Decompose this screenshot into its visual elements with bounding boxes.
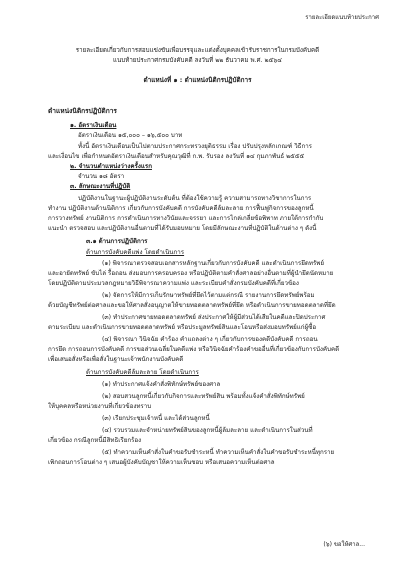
civil-item-3-line-2: ตามระเบียบ และดำเนินการขายทอดตลาดทรัพย์ หรือประมูลทรัพย์สินและโอนหรือส่งมอบทรัพย์แก่ผู้ซื้อ xyxy=(48,324,317,331)
salary-note-line-1: ทั้งนี้ อัตราเงินเดือนเป็นไปตามประกาศกระทรวงยุติธรรม เรื่อง ปรับปรุงหลักเกณฑ์ วิธีการ xyxy=(78,143,312,150)
bankruptcy-item-4-line-2: เกี่ยวข้อง กรณีลูกหนี้มีสิทธิเรียกร้อง xyxy=(48,437,142,444)
civil-enforcement-heading: ด้านการบังคับคดีแพ่ง โดยดำเนินการ xyxy=(86,249,185,256)
bankruptcy-item-4-line-1: (๔) รวบรวมและจำหน่ายทรัพย์สินของลูกหนี้ผู้ล้มละลาย และดำเนินการในส่วนที่ xyxy=(102,427,313,434)
heading-salary: ๑. อัตราเงินเดือน xyxy=(70,122,117,129)
civil-item-4-line-2: การยึด การถอนการบังคับคดี การขอส่วนเฉลี่ยในคดีแพ่ง หรือวินิจฉัยคำร้องคำขออื่นที่เกี่ยวข้องกับการบังคับคดี xyxy=(48,346,340,353)
document-title-line-1: รายละเอียดเกี่ยวกับการสอบแข่งขันเพื่อบรรจุและแต่งตั้งบุคคลเข้ารับราชการในกรมบังคับคดี xyxy=(75,47,320,54)
vacancy-count: จำนวน ๑๘ อัตรา xyxy=(78,173,125,180)
civil-item-2-line-1: (๒) จัดการให้มีการเก็บรักษาทรัพย์ที่ยึดไว้ตามแต่กรณี รายงานการยึดทรัพย์พร้อม xyxy=(102,292,315,299)
bankruptcy-heading: ด้านการบังคับคดีล้มละลาย โดยดำเนินการ xyxy=(86,369,199,376)
salary-note-line-2: และเงื่อนไข เพื่อกำหนดอัตราเงินเดือนสำหรับคุณวุฒิที่ ก.พ. รับรอง ลงวันที่ ๑๔ กุมภาพันธ์ ๒๕๕๕ xyxy=(48,153,305,160)
duty-line-4: แนะนำ ตรวจสอบ และปฏิบัติงานอื่นตามที่ได้รับมอบหมาย โดยมีลักษณะงานที่ปฏิบัติในด้านต่าง ๆ ดังนี้ xyxy=(48,225,317,232)
civil-item-4-line-3: เพื่อเสนอสั่งหรือเพื่อสั่งในฐานะเจ้าพนักงานบังคับคดี xyxy=(48,356,184,363)
civil-item-1-line-1: (๑) พิจารณาตรวจสอบเอกสารหลักฐานเกี่ยวกับการบังคับคดี และดำเนินการยึดทรัพย์ xyxy=(102,260,324,267)
duty-line-1: ปฏิบัติงานในฐานะผู้ปฏิบัติงานระดับต้น ที่ต้องใช้ความรู้ ความสามารถทางวิชาการในการ xyxy=(78,195,312,202)
bankruptcy-item-5-line-1: (๕) ทำความเห็นคำสั่งในคำขอรับชำระหนี้ ทำความเห็นคำสั่งในคำขอรับชำระหนี้ทุกราย xyxy=(102,449,335,456)
duty-line-2: ทำงาน ปฏิบัติงานด้านนิติการ เกี่ยวกับการบังคับคดี การบังคับคดีล้มละลาย การฟื้นฟูกิจการของลูกหนี้ xyxy=(48,205,314,212)
bankruptcy-item-2-line-1: (๒) สอบสวนลูกหนี้เกี่ยวกับกิจการและทรัพย์สิน พร้อมทั้งแจ้งคำสั่งพิทักษ์ทรัพย์ xyxy=(102,393,305,400)
civil-item-3-line-1: (๓) ทำประกาศขายทอดตลาดทรัพย์ ส่งประกาศให้ผู้มีส่วนได้เสียในคดีและปิดประกาศ xyxy=(102,314,326,321)
continuation-marker: (๖) ขอให้ศาล... xyxy=(323,541,365,548)
section-name: ตำแหน่งนิติกรปฏิบัติการ xyxy=(48,107,117,115)
attachment-header: รายละเอียดแนบท้ายประกาศ xyxy=(305,14,379,21)
salary-range: อัตราเงินเดือน ๑๕,๐๐๐ – ๑๖,๕๐๐ บาท xyxy=(78,132,183,139)
bankruptcy-item-5-line-2: เพิกถอนการโอนต่าง ๆ เสนอผู้บังคับบัญชาให้ความเห็นชอบ หรือเสนอความเห็นต่อศาล xyxy=(48,459,275,466)
civil-item-2-line-2: ด้วยบัญชีทรัพย์ต่อศาลและขอให้ศาลสั่งอนุญาตให้ขายทอดตลาดทรัพย์ที่ยึด หรือดำเนินการขายทอดตลาดที่ยึด xyxy=(48,302,336,309)
bankruptcy-item-3: (๓) เรียกประชุมเจ้าหนี้ และได้ส่วนลูกหนี้ xyxy=(102,415,210,422)
document-title-line-2: แนบท้ายประกาศกรมบังคับคดี ลงวันที่ ๒๒ ธันวาคม พ.ศ. ๒๕๖๔ xyxy=(113,57,282,64)
position-title: ตำแหน่งที่ ๑ : ตำแหน่งนิติกรปฏิบัติการ xyxy=(143,76,252,84)
subheading-operations: ๓.๑ ด้านการปฏิบัติการ xyxy=(86,238,148,245)
civil-item-1-line-3: โดยปฏิบัติตามประมวลกฎหมายวิธีพิจารณาความแพ่ง และระเบียบคำสั่งกรมบังคับคดีที่เกี่ยวข้อง xyxy=(48,280,299,287)
civil-item-4-line-1: (๔) พิจารณา วินิจฉัย คำร้อง คำแถลงต่าง ๆ เกี่ยวกับการของคดีบังคับคดี การถอน xyxy=(102,336,318,343)
heading-duties: ๓. ลักษณะงานที่ปฏิบัติ xyxy=(70,183,131,190)
civil-item-1-line-2: และอายัดทรัพย์ ขับไล่ รื้อถอน ส่งมอบการครอบครอง หรือปฏิบัติตามคำสั่งศาลอย่างอื่นตามที่ผู้นำยึดนัดหมาย xyxy=(48,270,334,277)
heading-vacancy: ๒. จำนวนตำแหน่งว่างครั้งแรก xyxy=(70,163,152,170)
bankruptcy-item-2-line-2: ให้บุคคลหรือหน่วยงานที่เกี่ยวข้องทราบ xyxy=(48,403,152,410)
bankruptcy-item-1: (๑) ทำประกาศแจ้งคำสั่งพิทักษ์ทรัพย์ของศาล xyxy=(102,381,221,388)
duty-line-3: การวางทรัพย์ งานนิติการ การดำเนินการทางวินัยและจรรยา และการไกล่เกลี่ยข้อพิพาท ภายใต้การกำกับ xyxy=(48,215,324,222)
